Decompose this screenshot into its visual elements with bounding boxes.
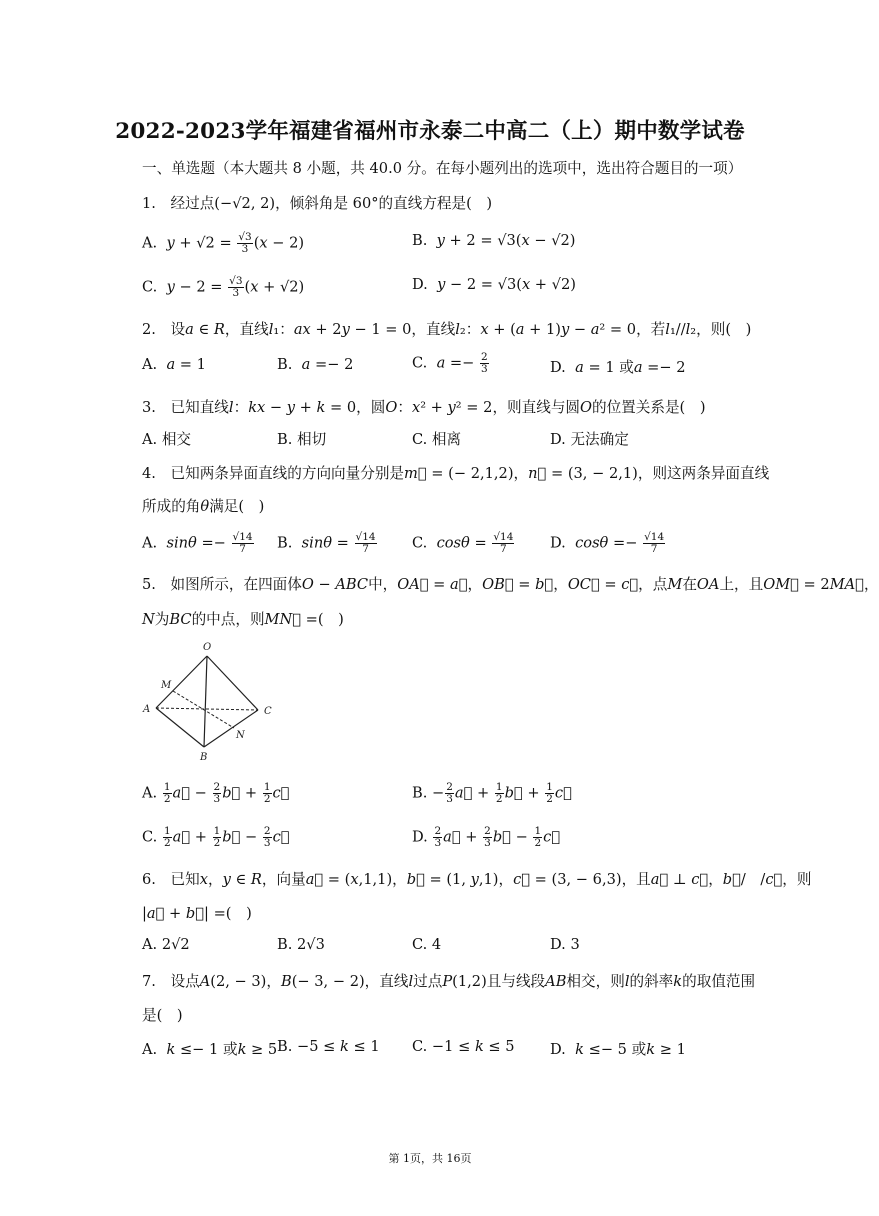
edge-oc	[207, 656, 258, 710]
q4-stem-line2: 所成的角θ满足( )	[142, 498, 265, 515]
q7-option-b: B. −5 ≤ k ≤ 1	[277, 1038, 380, 1055]
q4-option-c: C. cosθ = $\frac{√14}{7}$	[412, 531, 514, 555]
page-title: 2022-2023学年福建省福州市永泰二中高二（上）期中数学试卷	[115, 119, 745, 144]
q6-option-d: D. 3	[550, 936, 580, 953]
label-o: O	[203, 642, 212, 653]
q5-stem-line1: 5. 如图所示，在四面体O − ABC中，OA⃗ = a⃗，OB⃗ = b⃗，OC⃗ = c⃗，点M在OA上，且OM⃗ = 2MA⃗，	[142, 576, 879, 593]
q6-stem-line1: 6. 已知x，y ∈ R，向量a⃗ = (x,1,1)，b⃗ = (1, y,1)，c⃗ = (3, − 6,3)，且a⃗ ⊥ c⃗，b⃗/ /c⃗，则	[142, 871, 812, 888]
q7-stem-line1: 7. 设点A(2, − 3)，B(− 3, − 2)，直线l过点P(1,2)且与线段AB相交，则l的斜率k的取值范围	[142, 973, 756, 990]
label-m: M	[161, 680, 172, 691]
label-c: C	[264, 706, 272, 717]
q4-option-b: B. sinθ = $\frac{√14}{7}$	[277, 531, 376, 555]
edge-ac-hidden	[156, 708, 258, 710]
label-n: N	[236, 730, 245, 741]
q5-option-a: A. $\frac{1}{2}$ a⃗ − $\frac{2}{3}$ b⃗ + $\frac{1}{2}$ c⃗	[142, 781, 290, 805]
q7-option-c: C. −1 ≤ k ≤ 5	[412, 1038, 515, 1055]
edge-ob	[204, 656, 207, 747]
q1-option-d: D. y − 2 = √3(x + √2)	[412, 276, 576, 293]
q6-option-a: A. 2√2	[142, 936, 190, 953]
page-footer: 第 1页，共 16页	[388, 1152, 472, 1165]
label-b: B	[200, 752, 208, 763]
section-heading: 一、单选题（本大题共 8 小题，共 40.0 分。在每小题列出的选项中，选出符合题目的一项）	[142, 160, 743, 177]
segment-mn	[173, 691, 234, 728]
q3-stem: 3. 已知直线l：kx − y + k = 0，圆O：x² + y² = 2，则直线与圆O的位置关系是( )	[142, 399, 706, 416]
q3-option-d: D. 无法确定	[550, 431, 629, 448]
q5-option-b: B. − $\frac{2}{3}$ a⃗ + $\frac{1}{2}$ b⃗ + $\frac{1}{2}$ c⃗	[412, 781, 572, 805]
q4-option-d: D. cosθ =− $\frac{√14}{7}$	[550, 531, 665, 555]
q5-option-c: C. $\frac{1}{2}$ a⃗ + $\frac{1}{2}$ b⃗ − $\frac{2}{3}$ c⃗	[142, 825, 290, 849]
q5-option-d: D. $\frac{2}{3}$ a⃗ + $\frac{2}{3}$ b⃗ − $\frac{1}{2}$ c⃗	[412, 825, 561, 849]
q2-option-d: D. a = 1 或a =− 2	[550, 359, 686, 376]
edge-ab	[156, 708, 204, 747]
q7-option-d: D. k ≤− 5 或k ≥ 1	[550, 1041, 686, 1058]
label-a: A	[143, 704, 151, 715]
q1-stem: 1. 经过点(−√2, 2)，倾斜角是 60°的直线方程是( )	[142, 195, 493, 212]
tetrahedron-figure	[140, 636, 280, 766]
q6-stem-line2: |a⃗ + b⃗| =( )	[142, 905, 252, 922]
q6-option-b: B. 2√3	[277, 936, 325, 953]
q2-option-c: C. a =− $\frac{2}{3}$	[412, 351, 488, 375]
q3-option-c: C. 相离	[412, 431, 462, 448]
q2-option-b: B. a =− 2	[277, 356, 354, 373]
q2-option-a: A. a = 1	[142, 356, 206, 373]
q4-stem-line1: 4. 已知两条异面直线的方向向量分别是m⃗ = (− 2,1,2)，n⃗ = (3, − 2,1)，则这两条异面直线	[142, 465, 770, 482]
q2-stem: 2. 设a ∈ R，直线l₁：ax + 2y − 1 = 0，直线l₂：x + (a + 1)y − a² = 0，若l₁//l₂，则( )	[142, 321, 752, 338]
q5-stem-line2: N为BC的中点，则MN⃗ =( )	[142, 611, 344, 628]
q1-option-a: A. y + √2 = $\frac{√3}{3}$ (x − 2)	[142, 231, 305, 255]
q3-option-b: B. 相切	[277, 431, 327, 448]
q1-option-c: C. y − 2 = $\frac{√3}{3}$ (x + √2)	[142, 275, 305, 299]
q3-option-a: A. 相交	[142, 431, 192, 448]
q7-option-a: A. k ≤− 1 或k ≥ 5	[142, 1041, 278, 1058]
q4-option-a: A. sinθ =− $\frac{√14}{7}$	[142, 531, 253, 555]
q6-option-c: C. 4	[412, 936, 442, 953]
q1-option-b: B. y + 2 = √3(x − √2)	[412, 232, 576, 249]
edge-bc	[204, 710, 258, 747]
q7-stem-line2: 是( )	[142, 1007, 183, 1024]
